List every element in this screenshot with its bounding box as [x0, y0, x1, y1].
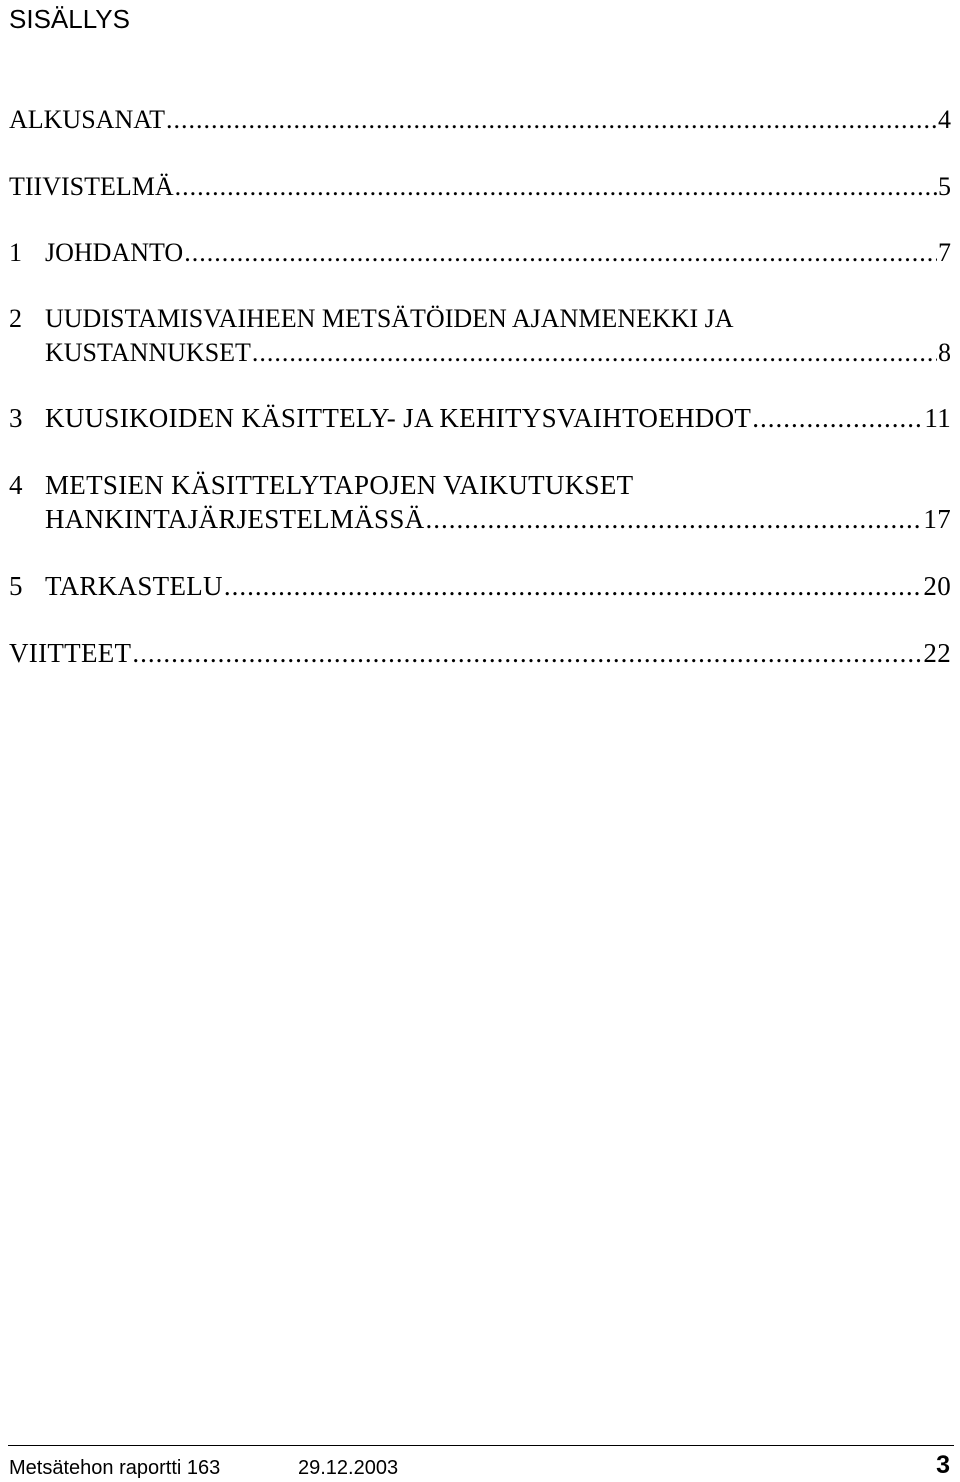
- toc-page-number: 20: [923, 571, 951, 601]
- toc-page-number: 22: [923, 638, 951, 668]
- toc-section-number: 2: [9, 304, 22, 333]
- toc-entry-title-line1: UUDISTAMISVAIHEEN METSÄTÖIDEN AJANMENEKKI JA: [45, 304, 734, 333]
- toc-leader-dots: [425, 503, 922, 536]
- toc-page-number: 8: [938, 338, 951, 367]
- toc-section-number: 1: [9, 238, 22, 267]
- toc-leader-dots: [132, 637, 922, 670]
- toc-entry-title-line1: METSIEN KÄSITTELYTAPOJEN VAIKUTUKSET: [45, 470, 634, 500]
- toc-entry-kuusikoiden[interactable]: [9, 402, 951, 435]
- toc-entry-uudistamisvaiheen[interactable]: [9, 336, 951, 369]
- footer-page-number: 3: [936, 1451, 950, 1479]
- toc-entry-title: TIIVISTELMÄ: [9, 172, 174, 201]
- toc-entry-metsien[interactable]: [9, 503, 951, 536]
- toc-entry-viitteet[interactable]: [9, 637, 951, 670]
- footer-rule: [8, 1445, 954, 1446]
- toc-entry-title: JOHDANTO: [45, 238, 184, 267]
- toc-entry-alkusanat[interactable]: [9, 103, 951, 136]
- toc-entry-tarkastelu[interactable]: [9, 570, 951, 603]
- toc-entry-tiivistelma[interactable]: [9, 170, 951, 203]
- toc-leader-dots: [166, 103, 937, 136]
- toc-page-number: 7: [938, 238, 951, 267]
- toc-leader-dots: [184, 236, 937, 269]
- toc-leader-dots: [224, 570, 923, 603]
- toc-entry-title-line2: HANKINTAJÄRJESTELMÄSSÄ: [45, 504, 425, 534]
- toc-page-number: 11: [924, 403, 951, 433]
- toc-section-number: 5: [9, 571, 23, 601]
- toc-section-number: 4: [9, 470, 23, 500]
- toc-entry-title: KUUSIKOIDEN KÄSITTELY- JA KEHITYSVAIHTOEHDOT: [45, 403, 752, 433]
- toc-leader-dots: [252, 336, 937, 369]
- footer-date: 29.12.2003: [298, 1457, 399, 1479]
- toc-leader-dots: [752, 402, 923, 435]
- toc-entry-title: VIITTEET: [9, 638, 132, 668]
- toc-entry-johdanto[interactable]: [9, 236, 951, 269]
- footer-report-name: Metsätehon raportti 163: [9, 1457, 221, 1479]
- footer: [9, 1451, 950, 1482]
- toc-entry-title: ALKUSANAT: [9, 105, 165, 134]
- toc-entry-title: TARKASTELU: [45, 571, 223, 601]
- toc-entry-title-line2: KUSTANNUKSET: [45, 338, 251, 367]
- toc-page-number: 4: [938, 105, 951, 134]
- toc-entry-uudistamisvaiheen-line1[interactable]: [9, 302, 951, 335]
- toc-section-number: 3: [9, 403, 23, 433]
- page-title: SISÄLLYS: [9, 4, 130, 34]
- toc-entry-metsien-line1[interactable]: [9, 469, 951, 502]
- toc-leader-dots: [175, 170, 937, 203]
- toc-page-number: 5: [938, 172, 951, 201]
- toc-page-number: 17: [923, 504, 951, 534]
